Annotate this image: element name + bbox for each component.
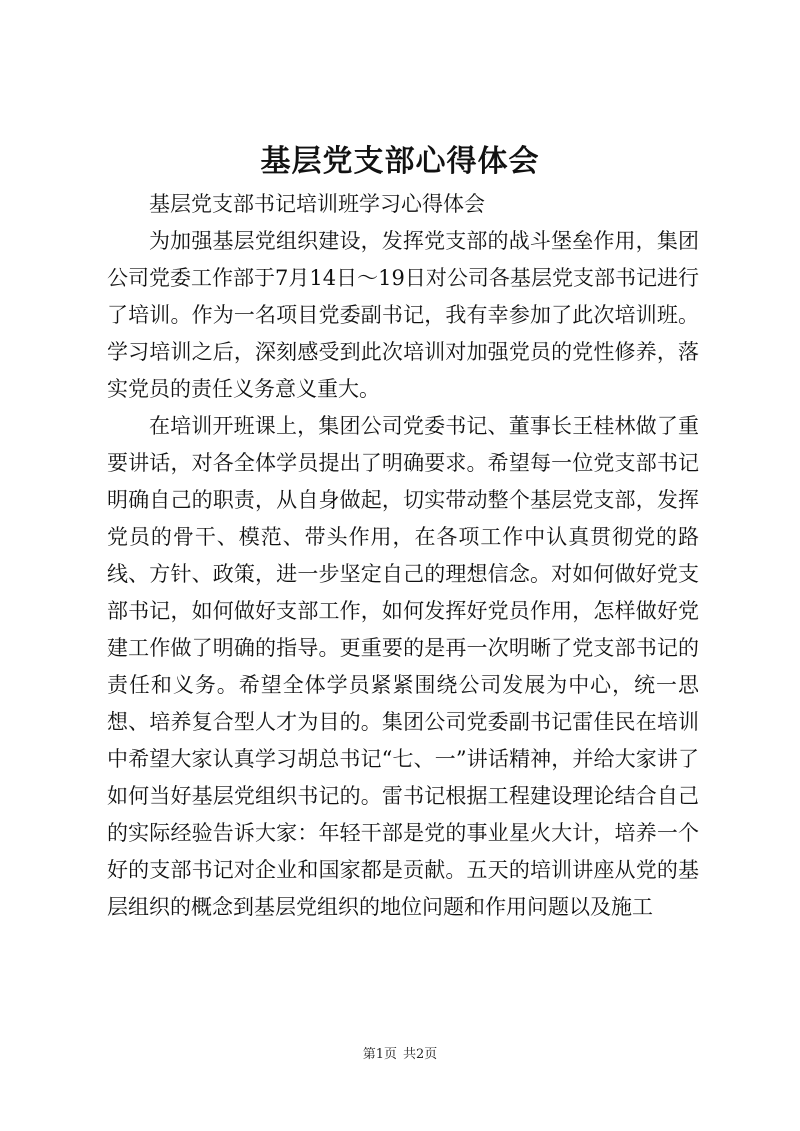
page-footer [0,1046,800,1064]
page-total: 共2页 [403,1047,438,1062]
document-title: 基层党支部心得体会 [260,144,540,179]
page-number: 第1页 [362,1047,397,1062]
paragraph-1: 为加强基层党组织建设，发挥党支部的战斗堡垒作用，集团公司党委工作部于7月14日～19日对公司各基层党支部书记进行了培训。作为一名项目党委副书记，我有幸参加了此次培训班。学习培训之后，深刻感受到此次培训对加强党员的党性修养，落实党员的责任义务意义重大。 [107,229,699,401]
paragraph-2: 在培训开班课上，集团公司党委书记、董事长王桂林做了重要讲话，对各全体学员提出了明确要求。希望每一位党支部书记明确自己的职责，从自身做起，切实带动整个基层党支部，发挥党员的骨干、模范、带头作用，在各项工作中认真贯彻党的路线、方针、政策，进一步坚定自己的理想信念。对如何做好党支部书记，如何做好支部工作，如何发挥好党员作用，怎样做好党建工作做了明确的指导。更重要的是再一次明晰了党支部书记的责任和义务。希望全体学员紧紧围绕公司发展为中心，统一思想、培养复合型人才为目的。集团公司党委副书记雷佳民在培训中希望大家认真学习胡总书记“七、一”讲话精神，并给大家讲了如何当好基层党组织书记的。雷书记根据工程建设理论结合自己的实际经验告诉大家：年轻干部是党的事业星火大计，培养一个好的支部书记对企业和国家都是贡献。五天的培训讲座从党的基层组织的概念到基层党组织的地位问题和作用问题以及施工 [107,414,699,919]
document-body [107,186,699,926]
document-subtitle: 基层党支部书记培训班学习心得体会 [149,192,485,216]
